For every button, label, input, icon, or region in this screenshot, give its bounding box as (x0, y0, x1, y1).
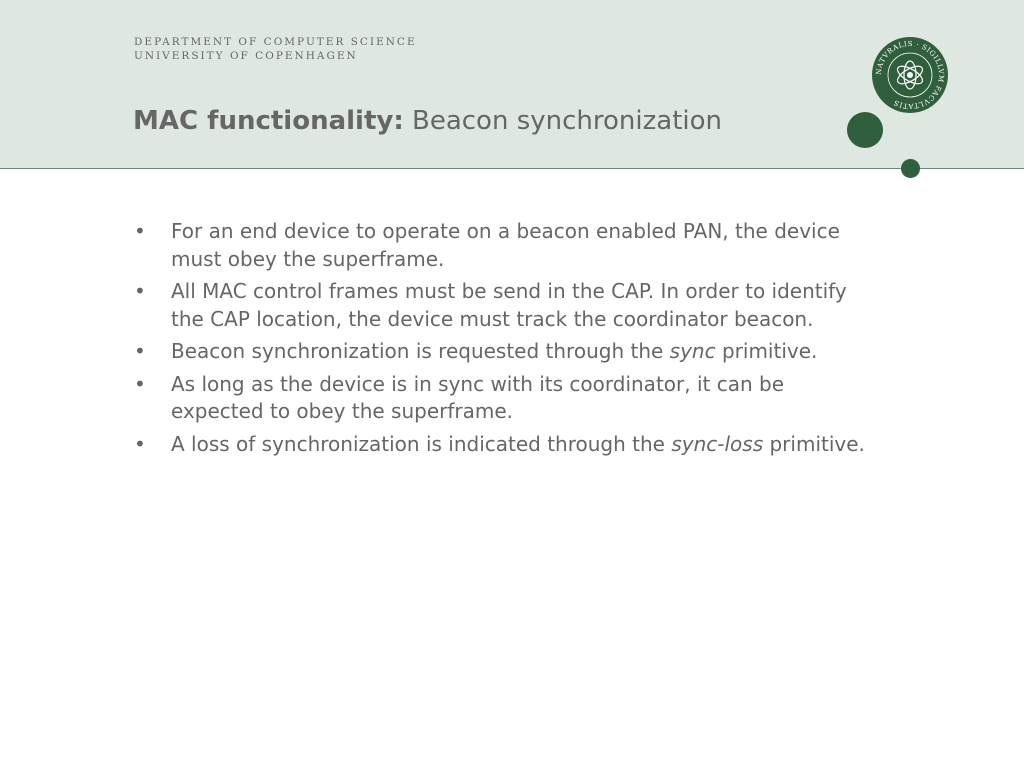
bullet-icon: • (134, 339, 146, 363)
bullet-text: All MAC control frames must be send in the CAP. In order to identify the CAP location, the device must track the coordinator beacon. (171, 279, 847, 331)
title-rest: Beacon synchronization (403, 106, 723, 136)
bullet-icon: • (134, 219, 146, 243)
bullet-text-italic: sync (669, 339, 716, 363)
title-bold: MAC functionality: (133, 106, 404, 136)
list-item (134, 218, 874, 273)
decorative-dot-large (847, 112, 883, 148)
university-seal-icon (871, 36, 949, 114)
seal-text: NATVRALIS · SIGILLVM FACVLTATIS (874, 39, 946, 111)
decorative-dot-small (901, 159, 920, 178)
slide-title (133, 106, 722, 136)
bullet-text-pre: A loss of synchronization is indicated through the (171, 431, 672, 456)
university-line: UNIVERSITY OF COPENHAGEN (134, 50, 358, 62)
bullet-text-pre: Beacon synchronization is requested through the (171, 339, 670, 363)
slide-header (0, 0, 1024, 169)
list-item (134, 371, 874, 426)
list-item (134, 431, 874, 459)
bullet-icon: • (134, 431, 146, 456)
bullet-text-post: primitive. (715, 339, 818, 363)
department-line: DEPARTMENT OF COMPUTER SCIENCE (134, 36, 417, 48)
list-item (134, 278, 874, 333)
bullet-text-italic: sync-loss (671, 431, 764, 456)
department-label (134, 35, 417, 63)
list-item (134, 338, 874, 366)
bullet-icon: • (134, 371, 146, 396)
bullet-text: For an end device to operate on a beacon enabled PAN, the device must obey the superframe. (171, 219, 840, 271)
bullet-icon: • (134, 279, 146, 303)
bullet-text-post: primitive. (763, 431, 865, 456)
bullet-text: As long as the device is in sync with its coordinator, it can be expected to obey the superframe. (171, 371, 784, 423)
bullet-list (134, 218, 874, 463)
